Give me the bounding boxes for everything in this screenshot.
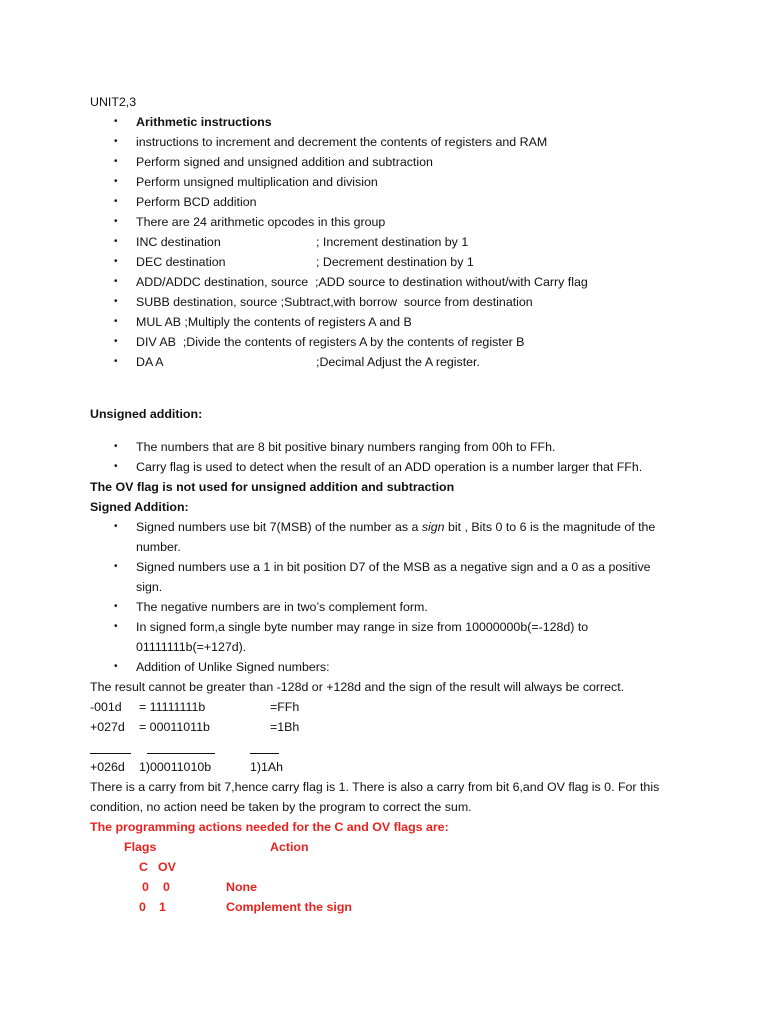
operand-decimal: -001d [90,700,122,714]
instruction-name: INC destination [136,235,221,249]
list-item [0,294,768,314]
bullet-icon: • [114,256,118,267]
list-item-text: In signed form,a single byte number may range in size from 10000000b(=-128d) to [136,620,589,634]
sign-word: sign [421,520,445,534]
list-item [0,194,768,214]
text-segment: bit , Bits 0 to 6 is the magnitude of the [444,520,656,534]
bullet-icon: • [114,116,118,127]
sum-rule-line [250,753,279,754]
flags-column-header: Flags [124,840,157,854]
result-decimal: +026d [90,760,125,774]
result-note: The result cannot be greater than -128d or +128d and the sign of the result will always be correct. [90,680,625,694]
instruction-comment: ;Decimal Adjust the A register. [316,355,480,369]
operand-binary: = 00011011b [139,720,210,734]
instruction-name: DA A [136,355,164,369]
action-value: None [226,880,257,894]
bullet-icon: • [114,296,118,307]
actions-heading: The programming actions needed for the C and OV flags are: [90,820,449,834]
bullet-icon: • [114,176,118,187]
list-item [0,154,768,174]
bullet-icon: • [114,521,118,532]
list-item [0,274,768,294]
list-item-continuation: sign. [136,580,163,594]
operand-binary: = 11111111b [139,700,206,714]
list-item [0,174,768,194]
explanation-text: There is a carry from bit 7,hence carry flag is 1. There is also a carry from bit 6,and OV flag is 0. For this [90,780,660,794]
list-item-text: DIV AB ;Divide the contents of registers A by the contents of register B [136,335,525,349]
list-item-text: SUBB destination, source ;Subtract,with borrow source from destination [136,295,533,309]
action-value: Complement the sign [226,900,352,914]
bullet-icon: • [114,601,118,612]
list-item-text: Perform unsigned multiplication and division [136,175,378,189]
sum-rule-line [147,753,215,754]
list-item [0,354,768,374]
list-item-continuation: 01111111b(=+127d). [136,640,247,654]
list-item [0,439,768,459]
action-column-header: Action [270,840,309,854]
section-heading-signed: Signed Addition: [90,500,189,514]
list-item-text: The negative numbers are in two’s complement form. [136,600,428,614]
operand-hex: =FFh [270,700,300,714]
ov-flag-value: 0 [163,880,170,894]
list-item-text: There are 24 arithmetic opcodes in this group [136,215,386,229]
instruction-name: DEC destination [136,255,226,269]
list-item-text: Carry flag is used to detect when the result of an ADD operation is a number larger that FFh. [136,460,643,474]
list-item [0,254,768,274]
bullet-icon: • [114,196,118,207]
list-item-text: The numbers that are 8 bit positive binary numbers ranging from 00h to FFh. [136,440,556,454]
list-item [0,559,768,579]
ov-flag-header: OV [158,860,176,874]
bullet-icon: • [114,216,118,227]
list-item-text: instructions to increment and decrement the contents of registers and RAM [136,135,548,149]
bullet-icon: • [114,461,118,472]
list-item [0,114,768,134]
list-item [0,234,768,254]
ov-flag-note: The OV flag is not used for unsigned addition and subtraction [90,480,455,494]
list-item [0,334,768,354]
list-item-text: MUL AB ;Multiply the contents of registers A and B [136,315,412,329]
unit-title: UNIT2,3 [90,95,137,109]
list-item-text: Signed numbers use a 1 in bit position D7 of the MSB as a negative sign and a 0 as a positive [136,560,651,574]
list-item [0,214,768,234]
operand-hex: =1Bh [270,720,300,734]
list-item [0,519,768,539]
list-item [0,659,768,679]
bullet-icon: • [114,621,118,632]
list-item-text: ADD/ADDC destination, source ;ADD source to destination without/with Carry flag [136,275,588,289]
list-item-text: Perform signed and unsigned addition and subtraction [136,155,433,169]
bullet-icon: • [114,156,118,167]
list-item [0,134,768,154]
list-item [0,619,768,639]
explanation-text: condition, no action need be taken by the program to correct the sum. [90,800,472,814]
bullet-icon: • [114,336,118,347]
bullet-icon: • [114,276,118,287]
list-item-continuation: number. [136,540,181,554]
list-item [0,314,768,334]
bullet-icon: • [114,356,118,367]
text-segment: Signed numbers use bit 7(MSB) of the number as a [136,520,422,534]
section-heading-unsigned: Unsigned addition: [90,407,203,421]
list-item-text: Addition of Unlike Signed numbers: [136,660,330,674]
sum-rule-line [90,753,131,754]
bullet-icon: • [114,136,118,147]
list-item [0,459,768,479]
c-flag-value: 0 [142,880,149,894]
operand-decimal: +027d [90,720,125,734]
c-flag-header: C [139,860,148,874]
bullet-icon: • [114,236,118,247]
section-heading-arithmetic: Arithmetic instructions [136,115,272,129]
bullet-icon: • [114,441,118,452]
bullet-icon: • [114,661,118,672]
list-item-text [136,519,655,535]
instruction-comment: ; Increment destination by 1 [316,235,469,249]
instruction-comment: ; Decrement destination by 1 [316,255,474,269]
bullet-icon: • [114,561,118,572]
ov-flag-value: 1 [159,900,166,914]
list-item [0,599,768,619]
result-binary: 1)00011010b [139,760,212,774]
bullet-icon: • [114,316,118,327]
c-flag-value: 0 [139,900,146,914]
result-hex: 1)1Ah [250,760,284,774]
list-item-text: Perform BCD addition [136,195,257,209]
